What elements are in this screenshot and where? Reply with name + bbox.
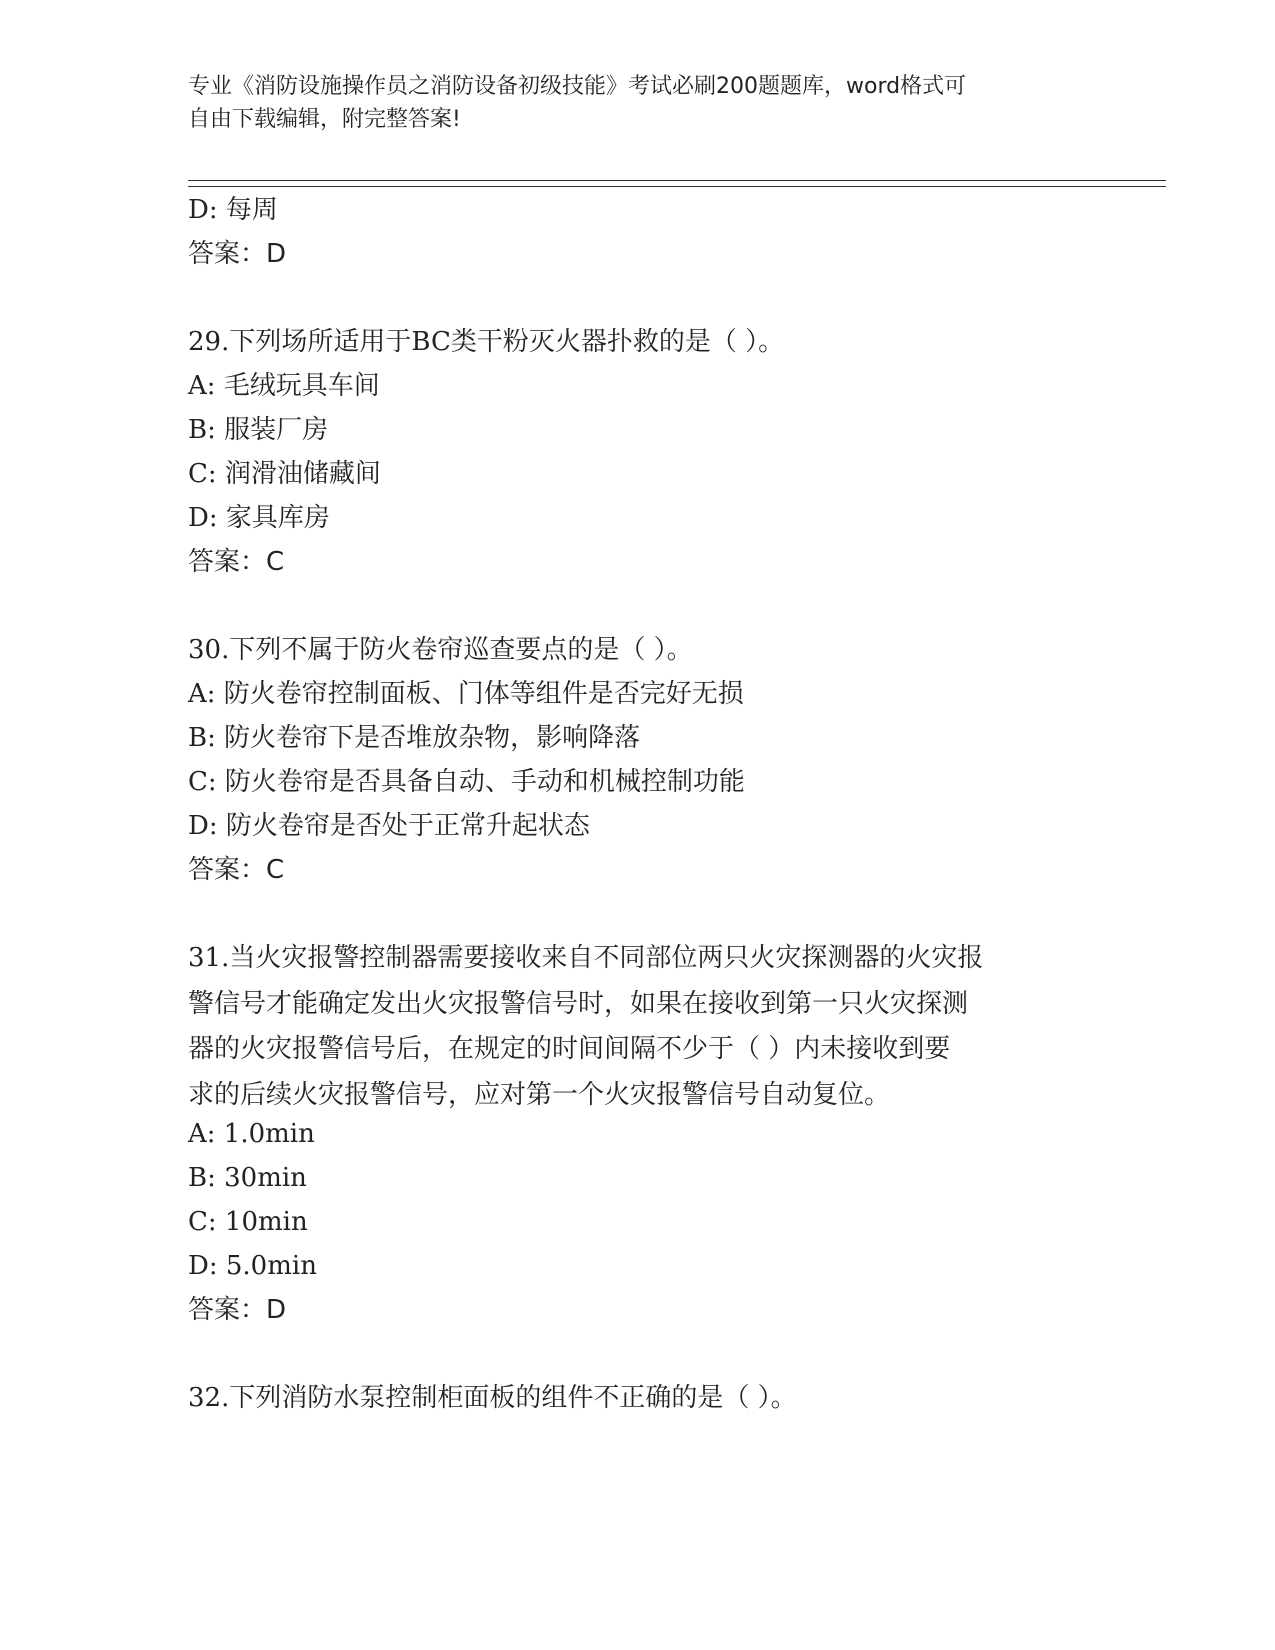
q31-stem bbox=[188, 936, 1088, 1118]
q31-answer: 答案：D bbox=[188, 1295, 287, 1325]
header-divider-bottom bbox=[188, 186, 1166, 187]
q31-stem-line-2: 警信号才能确定发出火灾报警信号时，如果在接收到第一只火灾探测 bbox=[188, 988, 969, 1019]
q31-option-b: B: 30min bbox=[188, 1163, 307, 1193]
q31-option-d: D: 5.0min bbox=[188, 1251, 317, 1281]
q32-stem: 32.下列消防水泵控制柜面板的组件不正确的是（ ）。 bbox=[188, 1383, 797, 1413]
q30-option-c: C: 防火卷帘是否具备自动、手动和机械控制功能 bbox=[188, 767, 745, 797]
header-line-1: 专业《消防设施操作员之消防设备初级技能》考试必刷200题题库，word格式可 bbox=[188, 74, 967, 99]
header-divider-top bbox=[188, 180, 1166, 181]
q31-option-a: A: 1.0min bbox=[188, 1119, 315, 1149]
q31-stem-line-3: 器的火灾报警信号后，在规定的时间间隔不少于（ ）内未接收到要 bbox=[188, 1034, 951, 1064]
header-line-2: 自由下载编辑，附完整答案! bbox=[188, 107, 461, 132]
prev-option-d: D: 每周 bbox=[188, 195, 278, 225]
q31-stem-line-1: 31.当火灾报警控制器需要接收来自不同部位两只火灾探测器的火灾报 bbox=[188, 943, 984, 973]
q29-answer: 答案：C bbox=[188, 547, 285, 577]
q31-stem-line-4: 求的后续火灾报警信号，应对第一个火灾报警信号自动复位。 bbox=[188, 1079, 891, 1110]
q29-option-a: A: 毛绒玩具车间 bbox=[188, 371, 380, 401]
prev-answer: 答案：D bbox=[188, 239, 287, 269]
q29-option-c: C: 润滑油储藏间 bbox=[188, 459, 381, 489]
q29-stem: 29.下列场所适用于BC类干粉灭火器扑救的是（ ）。 bbox=[188, 327, 785, 357]
q29-option-d: D: 家具库房 bbox=[188, 503, 330, 533]
q30-option-d: D: 防火卷帘是否处于正常升起状态 bbox=[188, 811, 590, 841]
document-header bbox=[188, 70, 1088, 136]
q30-option-a: A: 防火卷帘控制面板、门体等组件是否完好无损 bbox=[188, 679, 744, 709]
q31-option-c: C: 10min bbox=[188, 1207, 308, 1237]
q30-stem: 30.下列不属于防火卷帘巡查要点的是（ ）。 bbox=[188, 635, 693, 665]
q29-option-b: B: 服装厂房 bbox=[188, 415, 329, 445]
q30-answer: 答案：C bbox=[188, 855, 285, 885]
q30-option-b: B: 防火卷帘下是否堆放杂物，影响降落 bbox=[188, 723, 641, 753]
